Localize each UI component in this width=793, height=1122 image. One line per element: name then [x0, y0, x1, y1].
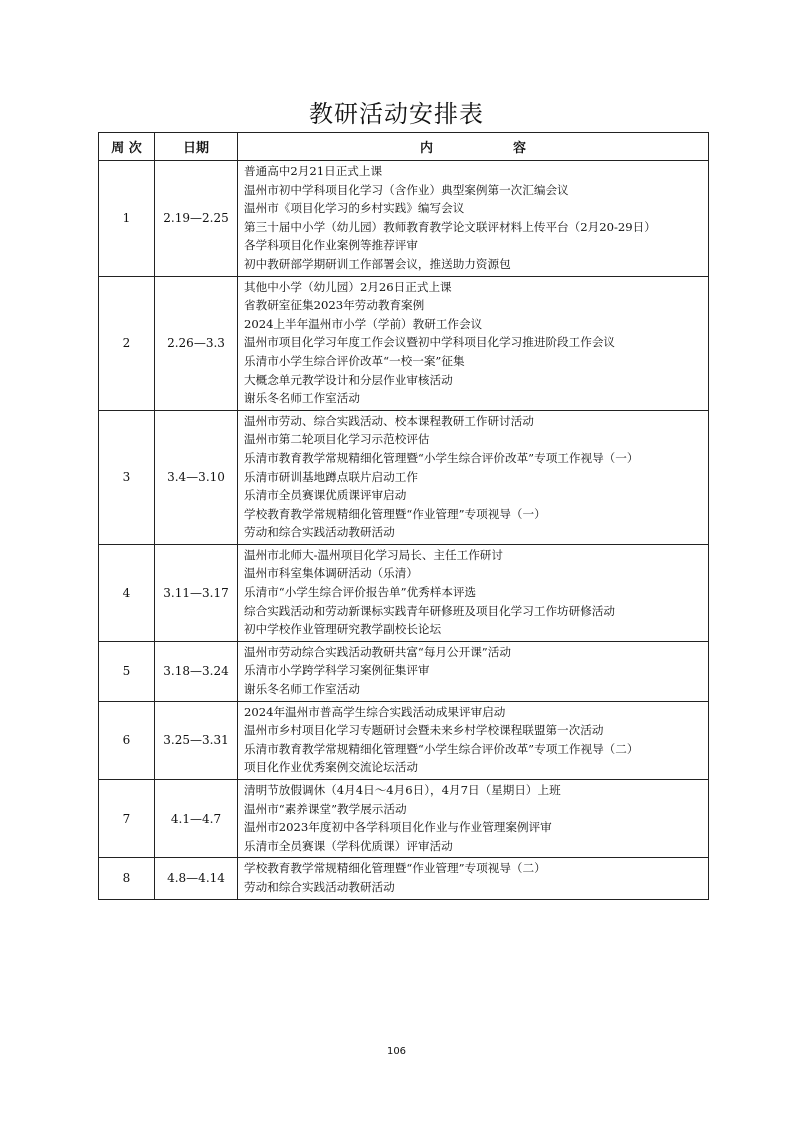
table-row: [99, 701, 709, 779]
week-cell: 8: [99, 858, 155, 899]
activity-item: 省教研室征集2023年劳动教育案例: [244, 298, 425, 313]
table-row: [99, 276, 709, 410]
activity-item: 劳动和综合实践活动教研活动: [244, 879, 395, 894]
header-row: [99, 133, 709, 161]
date-cell: 3.18—3.24: [155, 641, 238, 701]
activity-item: 乐清市研训基地蹲点联片启动工作: [244, 469, 418, 484]
activity-item: 项目化作业优秀案例交流论坛活动: [244, 760, 418, 775]
content-cell: [238, 858, 709, 899]
content-cell: [238, 701, 709, 779]
week-cell: 3: [99, 410, 155, 544]
header-content-b: 容: [513, 141, 527, 156]
activity-item: 各学科项目化作业案例等推荐评审: [244, 238, 418, 253]
week-cell: 1: [99, 161, 155, 277]
activity-item: 温州市项目化学习年度工作会议暨初中学科项目化学习推进阶段工作会议: [244, 335, 616, 350]
content-cell: [238, 780, 709, 858]
content-cell: [238, 161, 709, 277]
page-title: 教研活动安排表: [309, 100, 484, 128]
activity-item: 2024年温州市普高学生综合实践活动成果评审启动: [244, 704, 506, 719]
content-cell: [238, 410, 709, 544]
week-cell: 6: [99, 701, 155, 779]
activity-item: 温州市劳动、综合实践活动、校本课程教研工作研讨活动: [244, 413, 534, 428]
activity-item: 温州市初中学科项目化学习（含作业）典型案例第一次汇编会议: [244, 182, 569, 197]
activity-item: 2024上半年温州市小学（学前）教研工作会议: [244, 316, 483, 331]
activity-item: 初中教研部学期研训工作部署会议，推送助力资源包: [244, 256, 511, 271]
content-cell: [238, 544, 709, 641]
activity-item: 乐清市小学跨学科学习案例征集评审: [244, 663, 430, 678]
activity-item: 乐清市“小学生综合评价报告单”优秀样本评选: [244, 585, 477, 600]
activity-item: 大概念单元教学设计和分层作业审核活动: [244, 372, 453, 387]
activity-item: 普通高中2月21日正式上课: [244, 164, 383, 178]
date-cell: 3.25—3.31: [155, 701, 238, 779]
header-content: [238, 133, 709, 161]
week-cell: 4: [99, 544, 155, 641]
schedule-table: [98, 132, 709, 900]
date-cell: 4.1—4.7: [155, 780, 238, 858]
activity-item: 温州市第二轮项目化学习示范校评估: [244, 432, 430, 447]
activity-item: 温州市《项目化学习的乡村实践》编写会议: [244, 201, 465, 216]
activity-item: 乐清市小学生综合评价改革“一校一案”征集: [244, 353, 465, 368]
activity-item: 乐清市全员赛课优质课评审启动: [244, 488, 407, 503]
week-cell: 7: [99, 780, 155, 858]
header-date: 日期: [155, 133, 238, 161]
week-cell: 5: [99, 641, 155, 701]
activity-item: 温州市乡村项目化学习专题研讨会暨未来乡村学校课程联盟第一次活动: [244, 723, 604, 738]
activity-item: 综合实践活动和劳动新课标实践青年研修班及项目化学习工作坊研修活动: [244, 603, 616, 618]
activity-item: 乐清市全员赛课（学科优质课）评审活动: [244, 838, 453, 853]
activity-item: 乐清市教育教学常规精细化管理暨“小学生综合评价改革”专项工作视导（二）: [244, 741, 639, 756]
activity-item: 乐清市教育教学常规精细化管理暨“小学生综合评价改革”专项工作视导（一）: [244, 450, 639, 465]
activity-item: 学校教育教学常规精细化管理暨“作业管理”专项视导（二）: [244, 861, 546, 876]
header-content-a: 内: [419, 141, 433, 156]
header-week: 周 次: [99, 133, 155, 161]
table-row: [99, 858, 709, 899]
activity-item: 温州市北师大-温州项目化学习局长、主任工作研讨: [244, 547, 503, 562]
page-number: 106: [386, 1046, 407, 1057]
content-cell: [238, 276, 709, 410]
table-row: [99, 641, 709, 701]
date-cell: 2.26—3.3: [155, 276, 238, 410]
activity-item: 温州市科室集体调研活动（乐清）: [244, 566, 418, 581]
content-cell: [238, 641, 709, 701]
activity-item: 第三十届中小学（幼儿园）教师教育教学论文联评材料上传平台（2月20-29日）: [244, 219, 656, 234]
activity-item: 其他中小学（幼儿园）2月26日正式上课: [244, 279, 452, 294]
activity-item: 谢乐冬名师工作室活动: [244, 391, 360, 406]
activity-item: 温州市劳动综合实践活动教研共富“每月公开课”活动: [244, 644, 511, 659]
table-row: [99, 780, 709, 858]
date-cell: 4.8—4.14: [155, 858, 238, 899]
date-cell: 2.19—2.25: [155, 161, 238, 277]
activity-item: 温州市“素养课堂”教学展示活动: [244, 801, 407, 816]
date-cell: 3.4—3.10: [155, 410, 238, 544]
week-cell: 2: [99, 276, 155, 410]
table-row: [99, 161, 709, 277]
activity-item: 学校教育教学常规精细化管理暨“作业管理”专项视导（一）: [244, 506, 546, 521]
activity-item: 温州市2023年度初中各学科项目化作业与作业管理案例评审: [244, 820, 552, 835]
activity-item: 初中学校作业管理研究教学副校长论坛: [244, 622, 442, 637]
activity-item: 清明节放假调休（4月4日～4月6日），4月7日（星期日）上班: [244, 783, 561, 797]
table-row: [99, 544, 709, 641]
table-row: [99, 410, 709, 544]
activity-item: 谢乐冬名师工作室活动: [244, 682, 360, 697]
activity-item: 劳动和综合实践活动教研活动: [244, 525, 395, 540]
date-cell: 3.11—3.17: [155, 544, 238, 641]
